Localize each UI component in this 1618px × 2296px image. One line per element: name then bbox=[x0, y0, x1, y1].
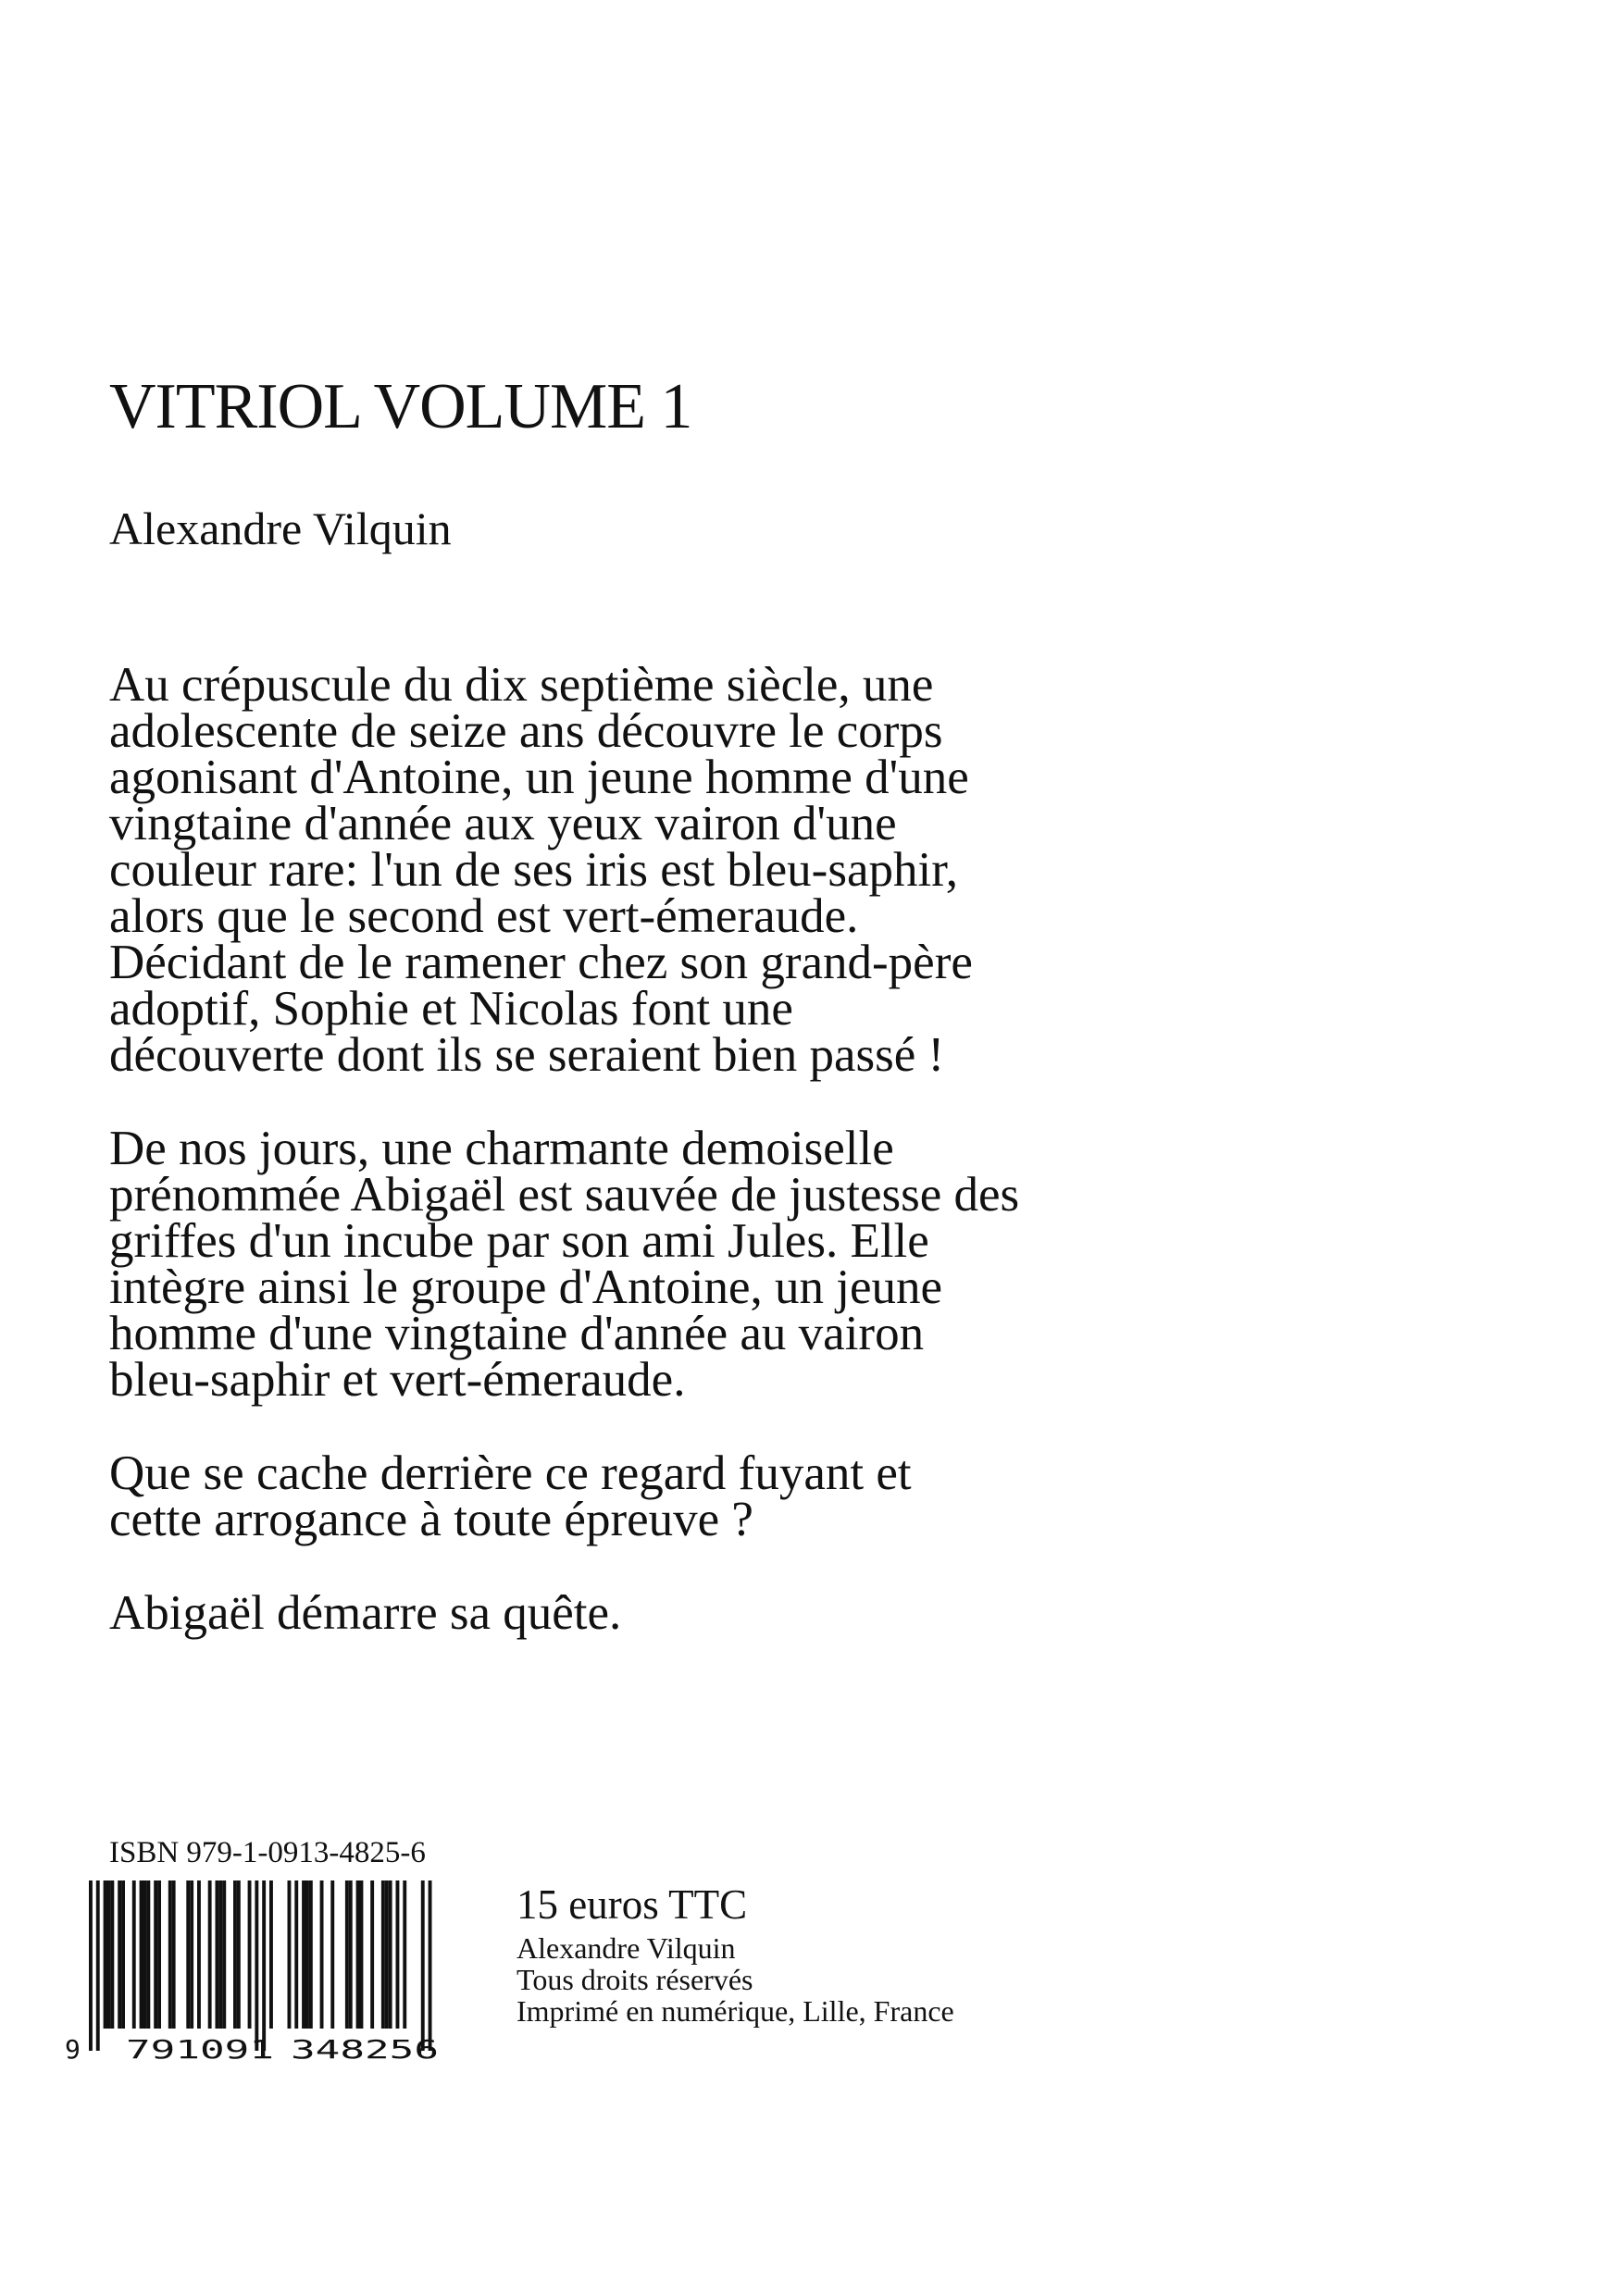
barcode-bar bbox=[320, 1880, 324, 2029]
barcode bbox=[61, 1880, 454, 2062]
barcode-bar bbox=[345, 1880, 349, 2029]
barcode-bar bbox=[222, 1880, 226, 2029]
barcode-left-digits: 791091 bbox=[126, 2034, 274, 2062]
blurb-line: adoptif, Sophie et Nicolas font une bbox=[109, 982, 793, 1036]
barcode-guard-bar bbox=[429, 1880, 432, 2051]
blurb-line: homme d'une vingtaine d'année au vairon bbox=[109, 1307, 925, 1360]
barcode-guard-bar bbox=[421, 1880, 425, 2051]
barcode-bar bbox=[168, 1880, 172, 2029]
barcode-bar bbox=[396, 1880, 400, 2029]
barcode-bar bbox=[356, 1880, 360, 2029]
barcode-bar bbox=[248, 1880, 252, 2029]
blurb-line: cette arrogance à toute épreuve ? bbox=[109, 1493, 753, 1546]
barcode-bar bbox=[302, 1880, 305, 2029]
barcode-bar bbox=[305, 1880, 309, 2029]
barcode-guard-bar bbox=[255, 1880, 258, 2051]
blurb-line: intègre ainsi le groupe d'Antoine, un jeune bbox=[109, 1260, 942, 1314]
blurb-paragraph-2 bbox=[109, 1122, 1257, 1407]
blurb-line: vingtaine d'année aux yeux vairon d'une bbox=[109, 797, 897, 850]
barcode-bar bbox=[389, 1880, 392, 2029]
barcode-right-digits: 348256 bbox=[291, 2034, 439, 2062]
blurb-line: De nos jours, une charmante demoiselle bbox=[109, 1122, 894, 1175]
barcode-bar bbox=[218, 1880, 222, 2029]
barcode-bar bbox=[237, 1880, 241, 2029]
barcode-bar bbox=[110, 1880, 114, 2029]
blurb-line: Que se cache derrière ce regard fuyant et bbox=[109, 1446, 912, 1500]
barcode-bar bbox=[208, 1880, 212, 2029]
barcode-bar bbox=[216, 1880, 219, 2029]
barcode-bar bbox=[140, 1880, 143, 2029]
imprint-block bbox=[517, 1932, 954, 2027]
blurb-line: alors que le second est vert-émeraude. bbox=[109, 889, 859, 943]
blurb-line: Au crépuscule du dix septième siècle, une bbox=[109, 658, 934, 712]
barcode-bar bbox=[118, 1880, 121, 2029]
barcode-bar bbox=[288, 1880, 292, 2029]
barcode-lead-digit: 9 bbox=[65, 2034, 81, 2062]
barcode-bar bbox=[233, 1880, 237, 2029]
back-cover-blurb bbox=[109, 658, 1257, 1683]
blurb-line: Décidant de le ramener chez son grand-père bbox=[109, 936, 973, 989]
barcode-bar bbox=[330, 1880, 334, 2029]
barcode-guard-bar bbox=[96, 1880, 100, 2051]
barcode-bar bbox=[381, 1880, 385, 2029]
barcode-bar bbox=[172, 1880, 176, 2029]
barcode-bar bbox=[309, 1880, 313, 2029]
price: 15 euros TTC bbox=[517, 1881, 748, 1928]
blurb-paragraph-3 bbox=[109, 1446, 1257, 1546]
book-title: VITRIOL VOLUME 1 bbox=[109, 371, 692, 442]
barcode-bar bbox=[294, 1880, 298, 2029]
barcode-bar bbox=[190, 1880, 193, 2029]
barcode-bar bbox=[154, 1880, 157, 2029]
barcode-bar bbox=[269, 1880, 273, 2029]
book-author: Alexandre Vilquin bbox=[109, 503, 452, 554]
barcode-bar bbox=[143, 1880, 147, 2029]
barcode-bar bbox=[403, 1880, 406, 2029]
barcode-bar bbox=[370, 1880, 374, 2029]
barcode-bar bbox=[197, 1880, 201, 2029]
imprint-publisher: Alexandre Vilquin bbox=[517, 1931, 736, 1965]
blurb-line: prénommée Abigaël est sauvée de justesse des bbox=[109, 1168, 1020, 1222]
imprint-printed: Imprimé en numérique, Lille, France bbox=[517, 1994, 954, 2028]
blurb-line: couleur rare: l'un de ses iris est bleu-saphir, bbox=[109, 843, 958, 897]
barcode-bar bbox=[360, 1880, 364, 2029]
barcode-bar bbox=[186, 1880, 190, 2029]
blurb-line: bleu-saphir et vert-émeraude. bbox=[109, 1353, 686, 1407]
barcode-guard-bar bbox=[89, 1880, 93, 2051]
barcode-bar bbox=[104, 1880, 107, 2029]
barcode-bar bbox=[132, 1880, 136, 2029]
barcode-bar bbox=[146, 1880, 150, 2029]
barcode-guard-bar bbox=[262, 1880, 266, 2051]
blurb-paragraph-1 bbox=[109, 658, 1257, 1082]
imprint-rights: Tous droits réservés bbox=[517, 1963, 753, 1996]
blurb-line: découverte dont ils se seraient bien passé ! bbox=[109, 1028, 945, 1082]
blurb-line: adolescente de seize ans découvre le corps bbox=[109, 704, 943, 758]
barcode-bar bbox=[157, 1880, 161, 2029]
barcode-bar bbox=[107, 1880, 111, 2029]
blurb-paragraph-4 bbox=[109, 1586, 1257, 1640]
barcode-bars bbox=[89, 1880, 432, 2051]
blurb-line: griffes d'un incube par son ami Jules. Elle bbox=[109, 1214, 929, 1268]
barcode-bar bbox=[121, 1880, 125, 2029]
barcode-bar bbox=[349, 1880, 353, 2029]
barcode-bar bbox=[385, 1880, 389, 2029]
blurb-line: Abigaël démarre sa quête. bbox=[109, 1586, 622, 1640]
isbn-label: ISBN 979-1-0913-4825-6 bbox=[109, 1836, 426, 1869]
blurb-line: agonisant d'Antoine, un jeune homme d'une bbox=[109, 751, 969, 804]
